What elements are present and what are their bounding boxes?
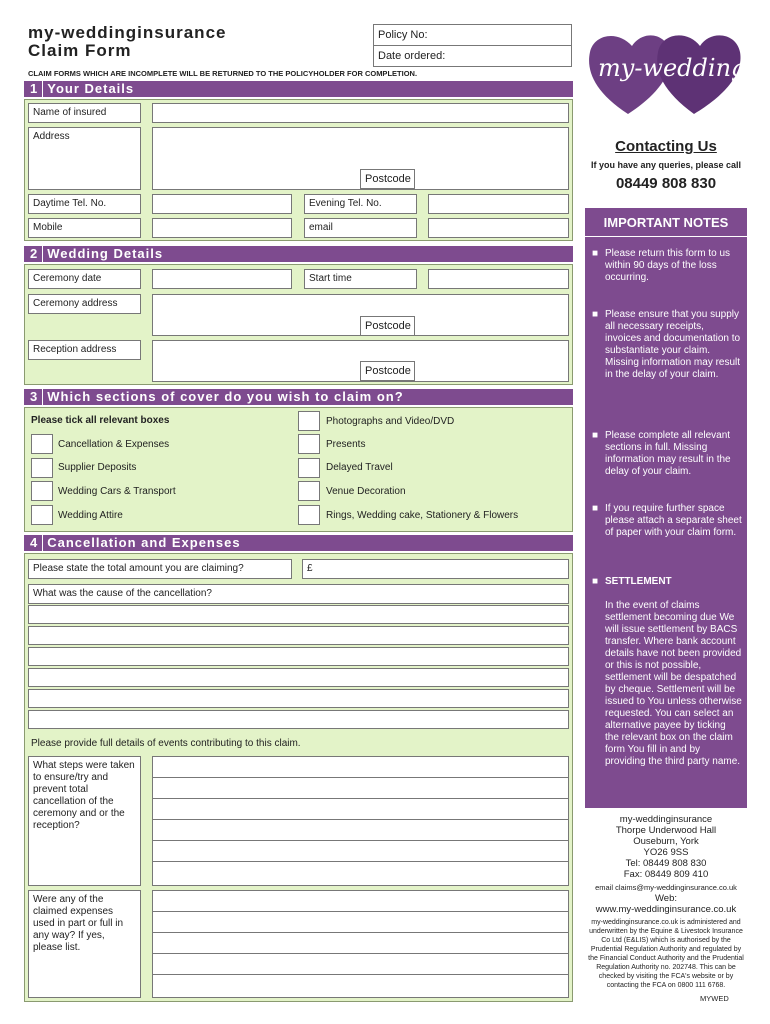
address-label: Address <box>28 127 141 190</box>
amount-question: Please state the total amount you are claiming? <box>28 559 292 579</box>
settlement-text: In the event of claims settlement becoming due We will issue settlement by BACS transfer. Where bank account details have not been provided or this is not possible, settlement will be despatched by cheque. Settlement will be issued to You unless otherwise requested. You can select an alternative payee by ticking the relevant box on the claim form You fill in and by providing the third party name. <box>605 600 742 767</box>
checkbox-cancellation[interactable] <box>31 434 53 454</box>
cause-line-5[interactable] <box>28 689 569 708</box>
section4-number: 4 <box>30 535 43 551</box>
steps-line-6[interactable] <box>152 861 569 886</box>
bullet-icon: ■ <box>592 248 599 259</box>
important-notes-title: IMPORTANT NOTES <box>603 215 729 230</box>
option-photographs: Photographs and Video/DVD <box>326 416 455 427</box>
title-brand: my-weddinginsurance <box>28 23 227 42</box>
daytime-tel-label: Daytime Tel. No. <box>28 194 141 214</box>
address-tel: Tel: 08449 808 830 <box>625 858 707 869</box>
contact-sub: If you have any queries, please call <box>590 160 742 170</box>
ceremony-date-input[interactable] <box>152 269 292 289</box>
used-line-4[interactable] <box>152 953 569 975</box>
address-web-label: Web: <box>654 893 677 904</box>
section2-number: 2 <box>30 246 43 262</box>
checkbox-presents[interactable] <box>298 434 320 454</box>
section3-header <box>24 389 573 405</box>
reception-address-label: Reception address <box>28 340 141 360</box>
checkbox-delayed-travel[interactable] <box>298 458 320 478</box>
legal-text: my-weddinginsurance.co.uk is administered and underwritten by the Equine & Livestock Insurance Co Ltd (E&LIS) which is authorised by the Prudential Regulation Authority and regulated by the Financial Conduct Authority and the Prudential Regulation Authority no. 202748. This can be checked by visiting the FCA's website or by contacting the FCA on 0800 111 6768. <box>588 919 744 989</box>
ceremony-address-label: Ceremony address <box>28 294 141 314</box>
used-line-3[interactable] <box>152 932 569 954</box>
option-wedding-cars: Wedding Cars & Transport <box>58 486 176 497</box>
note-1-text: Please return this form to us within 90 days of the loss occurring. <box>605 248 731 283</box>
cause-line-3[interactable] <box>28 647 569 666</box>
note-3 <box>592 430 742 482</box>
evening-tel-input[interactable] <box>428 194 569 214</box>
section3-title: Which sections of cover do you wish to claim on? <box>47 389 404 404</box>
option-rings-cake: Rings, Wedding cake, Stationery & Flowers <box>326 510 519 521</box>
address-web[interactable]: www.my-weddinginsurance.co.uk <box>595 904 737 915</box>
cause-line-6[interactable] <box>28 710 569 729</box>
note-3-text: Please complete all relevant sections in full. Missing information may result in the delay of your claim. <box>605 430 731 477</box>
address-line-3: Ouseburn, York <box>633 836 699 847</box>
checkbox-wedding-attire[interactable] <box>31 505 53 525</box>
settlement-title: SETTLEMENT <box>605 576 672 587</box>
note-settlement <box>592 600 742 800</box>
bullet-icon: ■ <box>592 503 599 514</box>
section4-title: Cancellation and Expenses <box>47 535 241 550</box>
address-line-1: my-weddinginsurance <box>619 814 713 825</box>
section4-header <box>24 535 573 551</box>
steps-line-2[interactable] <box>152 777 569 799</box>
reception-postcode-label[interactable]: Postcode <box>360 361 415 381</box>
amount-input[interactable]: £ <box>302 559 569 579</box>
cause-question[interactable]: What was the cause of the cancellation? <box>28 584 569 604</box>
email-label: email <box>304 218 417 238</box>
note-1 <box>592 248 742 288</box>
mobile-input[interactable] <box>152 218 292 238</box>
contact-phone: 08449 808 830 <box>615 175 717 192</box>
option-wedding-attire: Wedding Attire <box>58 510 123 521</box>
address-email[interactable]: email claims@my-weddinginsurance.co.uk <box>595 883 737 892</box>
used-line-2[interactable] <box>152 911 569 933</box>
section1-header <box>24 81 573 97</box>
steps-line-1[interactable] <box>152 756 569 778</box>
note-4-text: If you require further space please attach a separate sheet of paper with your claim form. <box>605 503 742 538</box>
checkbox-venue-decoration[interactable] <box>298 481 320 501</box>
policy-no-field[interactable]: Policy No: <box>373 24 572 46</box>
steps-question: What steps were taken to ensure/try and prevent total cancellation of the ceremony and or the reception? <box>28 756 141 886</box>
evening-tel-label: Evening Tel. No. <box>304 194 417 214</box>
checkbox-wedding-cars[interactable] <box>31 481 53 501</box>
start-time-label: Start time <box>304 269 417 289</box>
option-presents: Presents <box>326 439 366 450</box>
section1-number: 1 <box>30 81 43 97</box>
checkbox-rings-cake[interactable] <box>298 505 320 525</box>
used-question: Were any of the claimed expenses used in part or full in any way? If yes, please list. <box>28 890 141 998</box>
contact-title: Contacting Us <box>615 138 717 155</box>
note-2-text: Please ensure that you supply all necessary receipts, invoices and documentation to substantiate your claim. Missing information may result in the delay of your claim. <box>605 309 741 380</box>
notes-divider <box>585 236 747 237</box>
checkbox-photographs[interactable] <box>298 411 320 431</box>
address-line-4: YO26 9SS <box>643 847 689 858</box>
company-address <box>586 814 746 990</box>
name-label: Name of insured <box>28 103 141 123</box>
form-title <box>28 24 226 60</box>
address-line-2: Thorpe Underwood Hall <box>615 825 717 836</box>
bullet-icon: ■ <box>592 430 599 441</box>
form-code: MYWED <box>700 994 729 1003</box>
bullet-icon: ■ <box>592 576 599 587</box>
address-fax: Fax: 08449 809 410 <box>623 869 709 880</box>
cause-line-4[interactable] <box>28 668 569 687</box>
tick-instruction: Please tick all relevant boxes <box>31 415 170 426</box>
name-input[interactable] <box>152 103 569 123</box>
bullet-icon: ■ <box>592 309 599 320</box>
checkbox-supplier-deposits[interactable] <box>31 458 53 478</box>
note-2 <box>592 309 742 409</box>
note-settlement-title <box>592 576 742 590</box>
daytime-tel-input[interactable] <box>152 194 292 214</box>
steps-line-5[interactable] <box>152 840 569 862</box>
cause-line-1[interactable] <box>28 605 569 624</box>
option-cancellation: Cancellation & Expenses <box>58 439 170 450</box>
logo-text: my-wedding <box>598 54 747 82</box>
cause-line-2[interactable] <box>28 626 569 645</box>
postcode-label[interactable]: Postcode <box>360 169 415 189</box>
title-claim-form: Claim Form <box>28 41 132 60</box>
note-4 <box>592 503 742 555</box>
steps-line-4[interactable] <box>152 819 569 841</box>
section2-title: Wedding Details <box>47 246 164 261</box>
ceremony-postcode-label[interactable]: Postcode <box>360 316 415 336</box>
date-ordered-field[interactable]: Date ordered: <box>373 45 572 67</box>
section2-header <box>24 246 573 262</box>
ceremony-date-label: Ceremony date <box>28 269 141 289</box>
used-line-1[interactable] <box>152 890 569 912</box>
used-line-5[interactable] <box>152 974 569 998</box>
details-instruction: Please provide full details of events contributing to this claim. <box>31 738 301 749</box>
logo <box>584 22 747 118</box>
start-time-input[interactable] <box>428 269 569 289</box>
incomplete-warning: CLAIM FORMS WHICH ARE INCOMPLETE WILL BE RETURNED TO THE POLICYHOLDER FOR COMPLETION. <box>28 69 418 78</box>
section3-number: 3 <box>30 389 43 405</box>
option-supplier-deposits: Supplier Deposits <box>58 462 137 473</box>
mobile-label: Mobile <box>28 218 141 238</box>
option-venue-decoration: Venue Decoration <box>326 486 406 497</box>
steps-line-3[interactable] <box>152 798 569 820</box>
email-input[interactable] <box>428 218 569 238</box>
section1-title: Your Details <box>47 81 135 96</box>
option-delayed-travel: Delayed Travel <box>326 462 393 473</box>
